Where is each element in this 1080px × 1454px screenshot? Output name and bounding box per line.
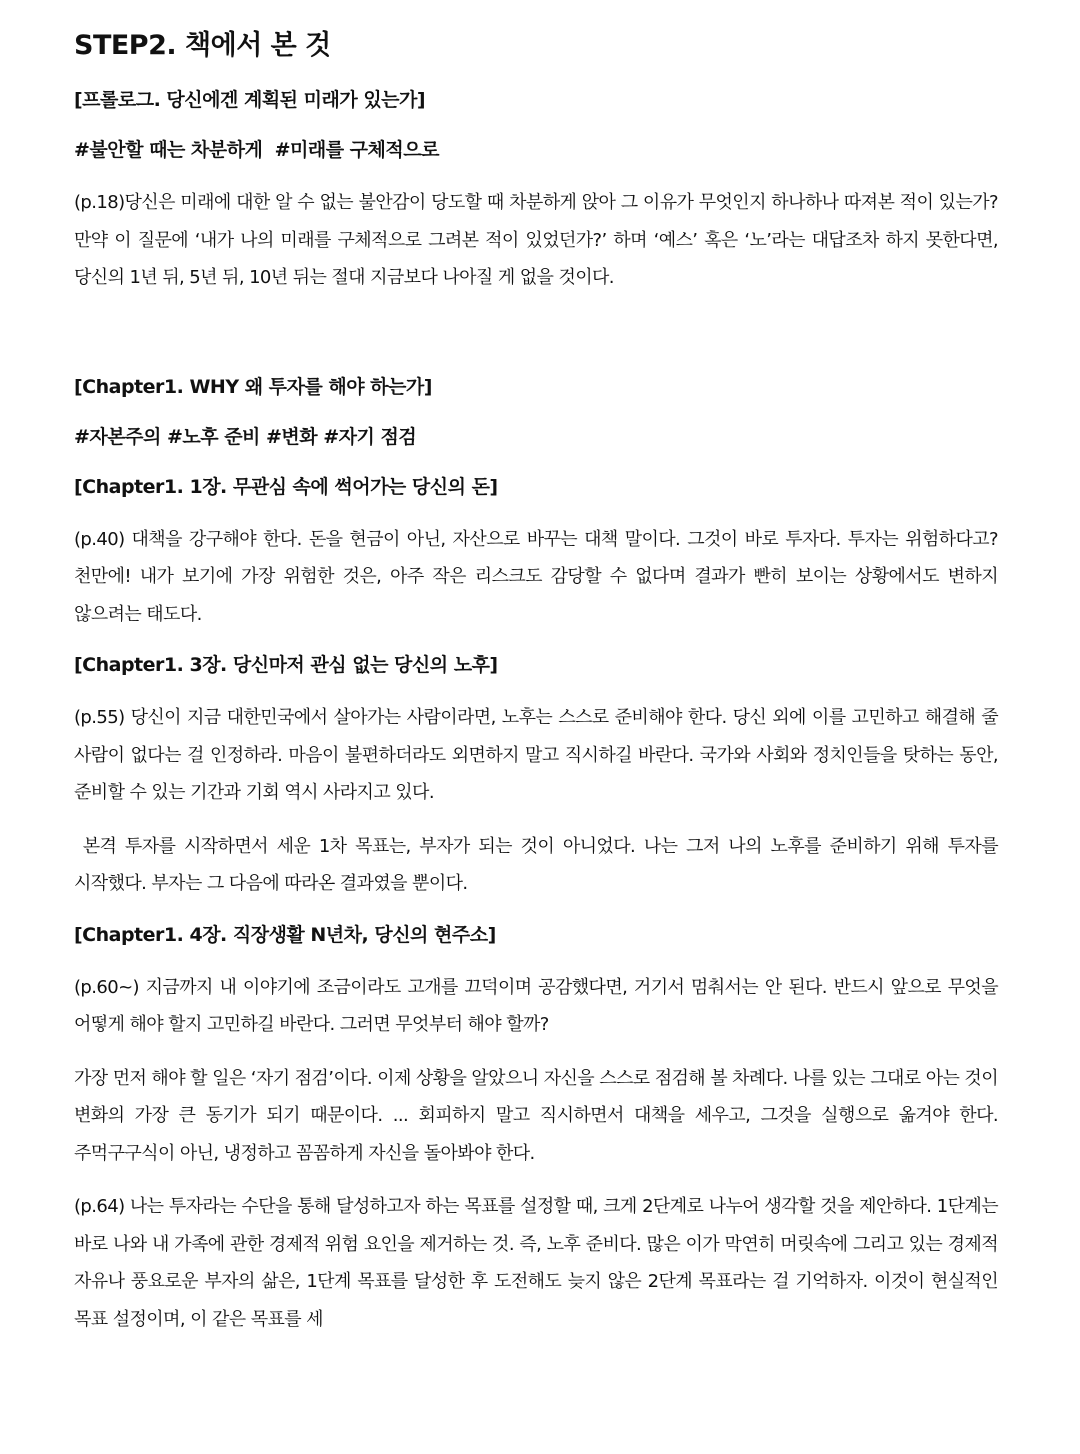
document-page bbox=[74, 26, 1004, 1338]
chapter1-section4-paragraph-1: (p.60~) 지금까지 내 이야기에 조금이라도 고개를 끄덕이며 공감했다면, 거기서 멈춰서는 안 된다. 반드시 앞으로 무엇을 어떻게 해야 할지 고민하길 바란다. 그러면 무엇부터 해야 할까? bbox=[74, 976, 998, 1035]
chapter1-section3-paragraph-2: 본격 투자를 시작하면서 세운 1차 목표는, 부자가 되는 것이 아니었다. 나는 그저 나의 노후를 준비하기 위해 투자를 시작했다. 부자는 그 다음에 따라온 결과였을 뿐이다. bbox=[74, 835, 1004, 894]
page-title: STEP2. 책에서 본 것 bbox=[74, 30, 331, 61]
chapter1-section4-heading: [Chapter1. 4장. 직장생활 N년차, 당신의 현주소] bbox=[74, 923, 496, 946]
section-spacer bbox=[74, 313, 998, 371]
chapter1-tags: #자본주의 #노후 준비 #변화 #자기 점검 bbox=[74, 425, 417, 448]
chapter1-section4-paragraph-3: (p.64) 나는 투자라는 수단을 통해 달성하고자 하는 목표를 설정할 때, 크게 2단계로 나누어 생각할 것을 제안하다. 1단계는 바로 나와 내 가족에 관한 경제적 위험 요인을 제거하는 것. 즉, 노후 준비다. 많은 이가 막연히 머릿속에 그리고 있는 경제적 자유나 풍요로운 부자의 삶은, 1단계 목표를 달성한 후 도전해도 늦지 않은 2단계 목표라는 걸 기억하자. 이것이 현실적인 목표 설정이며, 이 같은 목표를 세 bbox=[74, 1196, 998, 1330]
chapter1-section1-paragraph: (p.40) 대책을 강구해야 한다. 돈을 현금이 아닌, 자산으로 바꾸는 대책 말이다. 그것이 바로 투자다. 투자는 위험하다고? 천만에! 내가 보기에 가장 위험한 것은, 아주 작은 리스크도 감당할 수 없다며 결과가 빤히 보이는 상황에서도 변하지 않으려는 태도다. bbox=[74, 528, 998, 625]
chapter1-section4-paragraph-2: 가장 먼저 해야 할 일은 ‘자기 점검’이다. 이제 상황을 알았으니 자신을 스스로 점검해 볼 차례다. 나를 있는 그대로 아는 것이 변화의 가장 큰 동기가 되기 때문이다. ... 회피하지 말고 직시하면서 대책을 세우고, 그것을 실행으로 옮겨야 한다. 주먹구구식이 아닌, 냉정하고 꼼꼼하게 자신을 돌아봐야 한다. bbox=[74, 1067, 998, 1164]
chapter1-section3-heading: [Chapter1. 3장. 당신마저 관심 없는 당신의 노후] bbox=[74, 654, 498, 676]
prologue-heading: [프롤로그. 당신에겐 계획된 미래가 있는가] bbox=[74, 89, 426, 111]
chapter1-section3-paragraph-1: (p.55) 당신이 지금 대한민국에서 살아가는 사람이라면, 노후는 스스로 준비해야 한다. 당신 외에 이를 고민하고 해결해 줄 사람이 없다는 걸 인정하라. 마음이 불편하더라도 외면하지 말고 직시하길 바란다. 국가와 사회와 정치인들을 탓하는 동안, 준비할 수 있는 기간과 기회 역시 사라지고 있다. bbox=[74, 707, 998, 803]
chapter1-section1-heading: [Chapter1. 1장. 무관심 속에 썩어가는 당신의 돈] bbox=[74, 475, 498, 498]
chapter1-heading: [Chapter1. WHY 왜 투자를 해야 하는가] bbox=[74, 375, 432, 398]
prologue-tags: #불안할 때는 차분하게 #미래를 구체적으로 bbox=[74, 139, 439, 161]
prologue-paragraph: (p.18)당신은 미래에 대한 알 수 없는 불안감이 당도할 때 차분하게 앉아 그 이유가 무엇인지 하나하나 따져본 적이 있는가? 만약 이 질문에 ‘내가 나의 미래를 구체적으로 그려본 적이 있었던가?’ 하며 ‘예스’ 혹은 ‘노’라는 대답조차 하지 못한다면, 당신의 1년 뒤, 5년 뒤, 10년 뒤는 절대 지금보다 나아질 게 없을 것이다. bbox=[74, 192, 998, 288]
